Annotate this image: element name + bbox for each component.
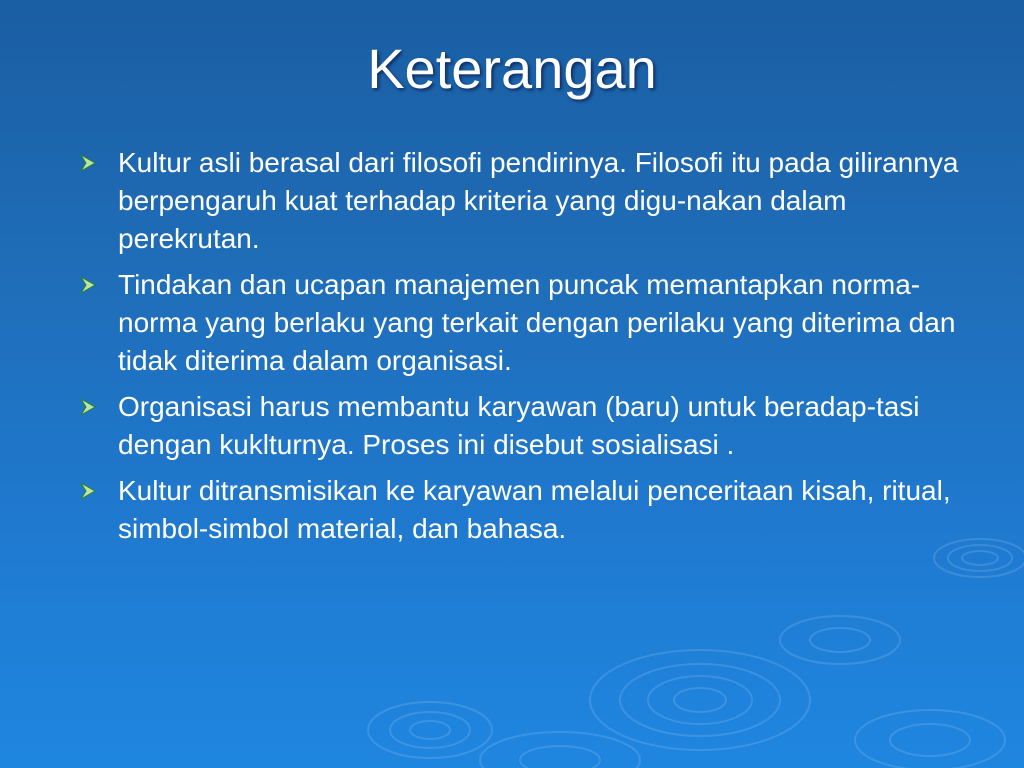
arrowhead-bullet-icon [78, 275, 98, 295]
bullet-item [78, 388, 978, 464]
bullet-item [78, 144, 978, 258]
arrowhead-bullet-icon [78, 153, 98, 173]
arrowhead-bullet-icon [78, 481, 98, 501]
bullet-text: Organisasi harus membantu karyawan (baru) untuk beradap-tasi dengan kuklturnya. Proses ini disebut sosialisasi . [118, 391, 920, 460]
arrowhead-bullet-icon [78, 397, 98, 417]
slide-title: Keterangan [367, 37, 657, 100]
bullet-item [78, 472, 978, 548]
bullet-text: Kultur ditransmisikan ke karyawan melalui penceritaan kisah, ritual, simbol-simbol material, dan bahasa. [118, 475, 951, 544]
bullet-text: Kultur asli berasal dari filosofi pendirinya. Filosofi itu pada gilirannya berpengaruh kuat terhadap kriteria yang digu-nakan dalam perekrutan. [118, 147, 959, 254]
bullet-item [78, 266, 978, 380]
bullet-text: Tindakan dan ucapan manajemen puncak memantapkan norma-norma yang berlaku yang terkait dengan perilaku yang diterima dan tidak diterima dalam organisasi. [118, 269, 956, 376]
bullet-list [78, 144, 978, 556]
